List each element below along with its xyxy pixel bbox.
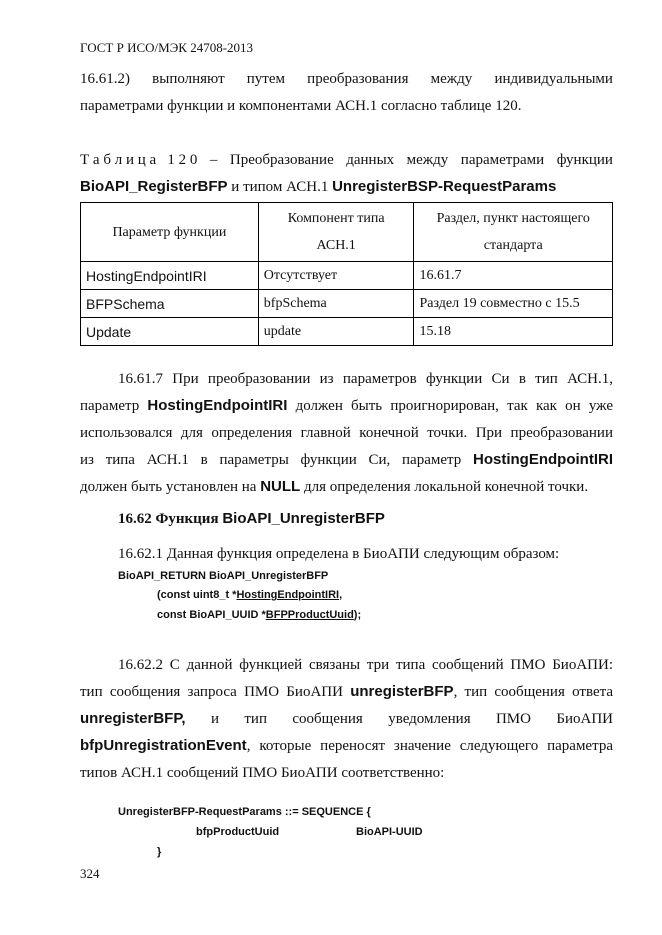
page-number: 324: [80, 866, 100, 881]
word: путем: [246, 71, 286, 87]
cell-component: Отсутствует: [258, 262, 414, 290]
asn1-field-type: BioAPI-UUID: [356, 826, 423, 838]
caption-text: и типом АСН.1: [227, 179, 333, 195]
text: должен быть установлен на: [80, 479, 261, 495]
table-row: [81, 318, 613, 346]
cell-component: bfpSchema: [258, 290, 414, 318]
para-16-62-2-line-1: 16.62.2 С данной функцией связаны три типа сообщений ПМО БиоАПИ:: [118, 657, 613, 673]
code-line-2: [157, 589, 342, 601]
para-16-61-7-line-2: [80, 397, 613, 415]
table-caption-line-2: [80, 178, 556, 196]
para-16-61-7-line-1: 16.61.7 При преобразовании из параметров функции Си в тип АСН.1,: [118, 371, 613, 387]
text: из типа АСН.1 в параметры функции Си, параметр: [80, 452, 474, 468]
word: БиоАПИ: [556, 711, 613, 727]
cell-parameter: BFPSchema: [81, 290, 259, 318]
cell-section: Раздел 19 совместно с 15.5: [414, 290, 613, 318]
text: тип сообщения запроса ПМО БиоАПИ: [80, 684, 351, 700]
param-name: HostingEndpointIRI: [147, 397, 288, 414]
word: 16.61.2): [80, 71, 130, 87]
null-keyword: NULL: [260, 478, 301, 495]
table-caption-line-1: [80, 151, 613, 169]
code-line-1: BioAPI_RETURN BioAPI_UnregisterBFP: [118, 570, 329, 582]
code-text: ,: [339, 589, 343, 601]
code-text: const BioAPI_UUID *: [157, 609, 266, 621]
word: между: [430, 71, 473, 87]
word: уведомления: [388, 711, 471, 727]
para-16-62-1: 16.62.1 Данная функция определена в БиоАПИ следующим образом:: [118, 546, 560, 562]
word: данных: [346, 152, 395, 168]
code-param: BFPProductUuid: [265, 609, 354, 621]
caption-label: Т а б л и ц а 1 2 0: [80, 152, 198, 168]
table-row: [81, 290, 613, 318]
cell-component: update: [258, 318, 414, 346]
cell-section: 16.61.7: [414, 262, 613, 290]
caption-function-name: BioAPI_RegisterBFP: [80, 178, 228, 195]
code-text: (const uint8_t *: [157, 589, 237, 601]
code-line-3: [157, 609, 361, 621]
text: для определения локальной конечной точки.: [300, 479, 589, 495]
para-16-62-2-line-2: [80, 683, 613, 701]
word: выполняют: [152, 71, 225, 87]
intro-line-2: параметрами функции и компонентами АСН.1 согласно таблице 120.: [80, 98, 522, 114]
word: функции: [556, 152, 613, 168]
table-header-row: [81, 203, 613, 262]
section-number: 16.62 Функция: [118, 511, 223, 527]
word: и: [210, 711, 219, 727]
para-16-61-7-line-3: использовался для определения главной конечной точки. При преобразовании: [80, 425, 613, 441]
cell-section: 15.18: [414, 318, 613, 346]
text: , которые переносят значение следующего параметра: [246, 738, 613, 754]
word: ПМО: [495, 711, 531, 727]
asn1-close-brace: }: [157, 846, 162, 858]
cell-parameter: Update: [81, 318, 259, 346]
message-name: unregisterBFP: [350, 683, 454, 700]
asn1-field-name: bfpProductUuid: [196, 826, 280, 838]
header-function-parameter: Параметр функции: [81, 203, 259, 262]
para-16-61-7-line-4: [80, 451, 613, 469]
param-name: HostingEndpointIRI: [473, 451, 613, 468]
asn1-definition-line-1: UnregisterBFP-RequestParams ::= SEQUENCE {: [118, 806, 371, 818]
para-16-62-2-line-5: типов АСН.1 сообщений ПМО БиоАПИ соответственно:: [80, 765, 445, 781]
text: должен быть проигнорирован, так как он уже: [287, 398, 613, 414]
para-16-62-2-line-3: [80, 710, 613, 728]
message-name: unregisterBFP,: [80, 710, 186, 727]
word: преобразования: [307, 71, 409, 87]
message-name: bfpUnregistrationEvent: [80, 737, 247, 754]
word: сообщения: [292, 711, 363, 727]
conversion-table: [80, 202, 613, 346]
table-row: [81, 262, 613, 290]
code-text: );: [353, 609, 362, 621]
cell-parameter: HostingEndpointIRI: [81, 262, 259, 290]
para-16-61-7-line-5: [80, 478, 588, 496]
text: параметр: [80, 398, 148, 414]
word: тип: [244, 711, 267, 727]
page-header: ГОСТ Р ИСО/МЭК 24708-2013: [80, 40, 254, 55]
code-param: HostingEndpointIRI: [236, 589, 340, 601]
word: –: [209, 152, 218, 168]
function-name: BioAPI_UnregisterBFP: [222, 510, 385, 527]
header-standard-section: Раздел, пункт настоящего стандарта: [414, 203, 613, 262]
word: индивидуальными: [494, 71, 613, 87]
section-title-16-62: [118, 510, 385, 528]
word: параметрами: [460, 152, 545, 168]
word: между: [406, 152, 449, 168]
header-asn1-component: Компонент типа АСН.1: [258, 203, 414, 262]
para-16-62-2-line-4: [80, 737, 613, 755]
intro-line-1: [80, 70, 613, 88]
caption-type-name: UnregisterBSP-RequestParams: [332, 178, 557, 195]
text: , тип сообщения ответа: [453, 684, 614, 700]
word: Преобразование: [229, 152, 334, 168]
